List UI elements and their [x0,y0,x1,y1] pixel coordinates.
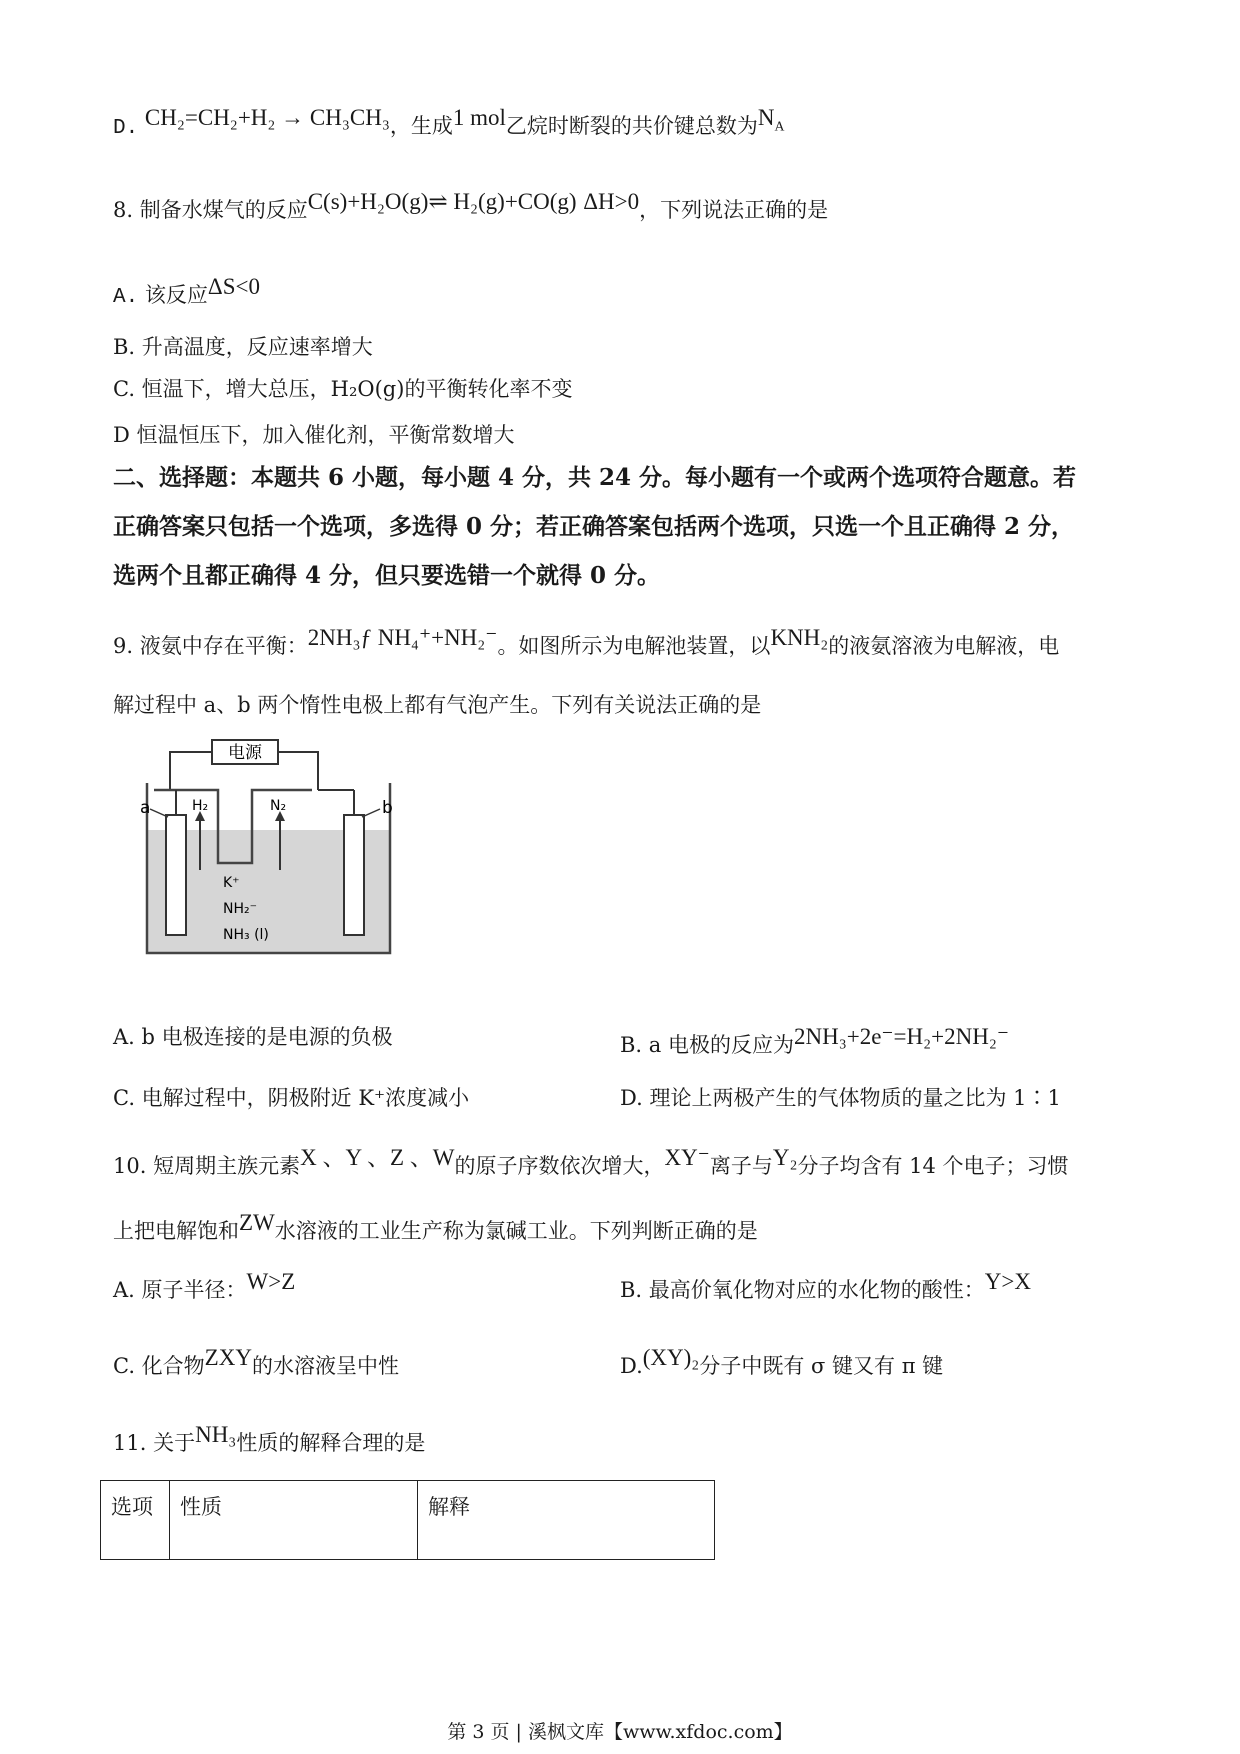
reaction-formula: CH₂=CH₂+H₂ → CH₃CH₃ [144,105,390,130]
q9-option-c: C. 电解过程中，阴极附近 K⁺浓度减小 [113,1086,470,1110]
power-label: 电源 [228,743,262,763]
acidity-compare: Y>X [984,1269,1031,1294]
y2-molecule: Y₂ [772,1145,798,1170]
ion-nh2: NH₂⁻ [223,901,258,917]
electrode-b [344,815,364,935]
text: 该反应 [144,283,208,307]
label-b: b [382,798,393,818]
q8-option-b: B. 升高温度，反应速率增大 [113,335,373,359]
section-heading-line3: 选两个且都正确得 4 分，但只要选错一个就得 0 分。 [113,562,661,589]
option-label: A. [113,286,139,309]
wire-left [170,752,212,790]
solvent-nh3: NH₃ (l) [223,927,269,943]
entropy: ΔS<0 [207,274,260,299]
text: ，下列说法正确的是 [639,198,829,222]
q9-stem [113,623,1059,661]
zw-formula: ZW [239,1210,275,1235]
na-symbol: $N_A$ [757,105,785,134]
text: 乙烷时断裂的共价键总数为 [505,114,758,138]
q10-stem-cont: 上把电解饱和ZW水溶液的工业生产称为氯碱工业。下列判断正确的是 [113,1210,758,1243]
q9-option-a: A. b 电极连接的是电源的负极 [113,1025,393,1049]
xy2-formula: (XY)₂ [642,1345,700,1370]
radius-compare: W>Z [246,1269,296,1294]
mol-value: 1 mol [452,105,506,130]
q8-option-a [113,272,260,313]
q9-stem-cont: 解过程中 a、b 两个惰性电极上都有气泡产生。下列有关说法正确的是 [113,693,762,717]
header-property: 性质 [170,1481,418,1560]
ion-k: K⁺ [223,875,240,891]
q9-option-d: D. 理论上两极产生的气体物质的量之比为 1∶1 [620,1086,1061,1110]
gas-n2: N₂ [270,798,287,814]
q8-text: 8. 制备水煤气的反应 [113,198,308,222]
q8-stem [113,187,828,225]
q10-stem: 10. 短周期主族元素X 、Y 、Z 、W的原子序数依次增大，XY⁻离子与Y₂分子均含有 14 个电子；习惯 [113,1145,1069,1178]
section-heading-line1: 二、选择题：本题共 6 小题，每小题 4 分，共 24 分。每小题有一个或两个选项符合题意。若 [113,464,1077,491]
q10-option-a: A. 原子半径：W>Z [113,1269,296,1302]
reaction-formula: C(s)+H₂O(g)⇌ H₂(g)+CO(g) [307,189,577,214]
q8-option-c: C. 恒温下，增大总压，H₂O(g)的平衡转化率不变 [113,377,573,401]
q8-option-d: D 恒温恒压下，加入催化剂，平衡常数增大 [113,423,515,447]
table-header-row [101,1481,715,1560]
elements: X 、Y 、Z 、W [300,1145,455,1170]
electrolysis-diagram [140,735,400,965]
enthalpy: ΔH>0 [583,189,640,214]
page-footer: 第 3 页 | 溪枫文库【www.xfdoc.com】 [447,1721,793,1743]
label-a: a [140,798,151,818]
wire-right [278,752,318,790]
nh3-formula: NH₃ [195,1422,237,1447]
section-heading-line2: 正确答案只包括一个选项，多选得 0 分；若正确答案包括两个选项，只选一个且正确得 2 分， [113,513,1075,540]
q11-table [100,1480,715,1560]
electrode-reaction: 2NH₃+2e⁻=H₂+2NH₂⁻ [793,1024,1009,1049]
gas-h2: H₂ [192,798,209,814]
equilibrium-formula: 2NH₃ƒ NH₄⁺+NH₂⁻ [307,625,498,650]
q10-option-c: C. 化合物ZXY的水溶液呈中性 [113,1345,399,1378]
q9-option-b [620,1022,1009,1060]
q10-option-d: D.(XY)₂分子中既有 σ 键又有 π 键 [620,1345,944,1378]
zxy-formula: ZXY [204,1345,252,1370]
text: 。如图所示为电解池装置，以 [497,634,771,658]
q10-option-b: B. 最高价氧化物对应的水化物的酸性：Y>X [620,1269,1031,1302]
text: 9. 液氨中存在平衡： [113,634,308,658]
xy-ion: XY⁻ [664,1145,710,1170]
q11-stem: 11. 关于NH₃性质的解释合理的是 [113,1422,426,1455]
text: B. a 电极的反应为 [620,1033,794,1057]
text: ，生成 [389,114,453,138]
electrode-a [166,815,186,935]
header-option: 选项 [101,1481,170,1560]
text: 的液氨溶液为电解液，电 [828,634,1060,658]
option-label: D. [113,117,139,140]
knh2-formula: KNH₂ [770,625,829,650]
header-explanation: 解释 [418,1481,715,1560]
q7-option-d [113,103,784,144]
